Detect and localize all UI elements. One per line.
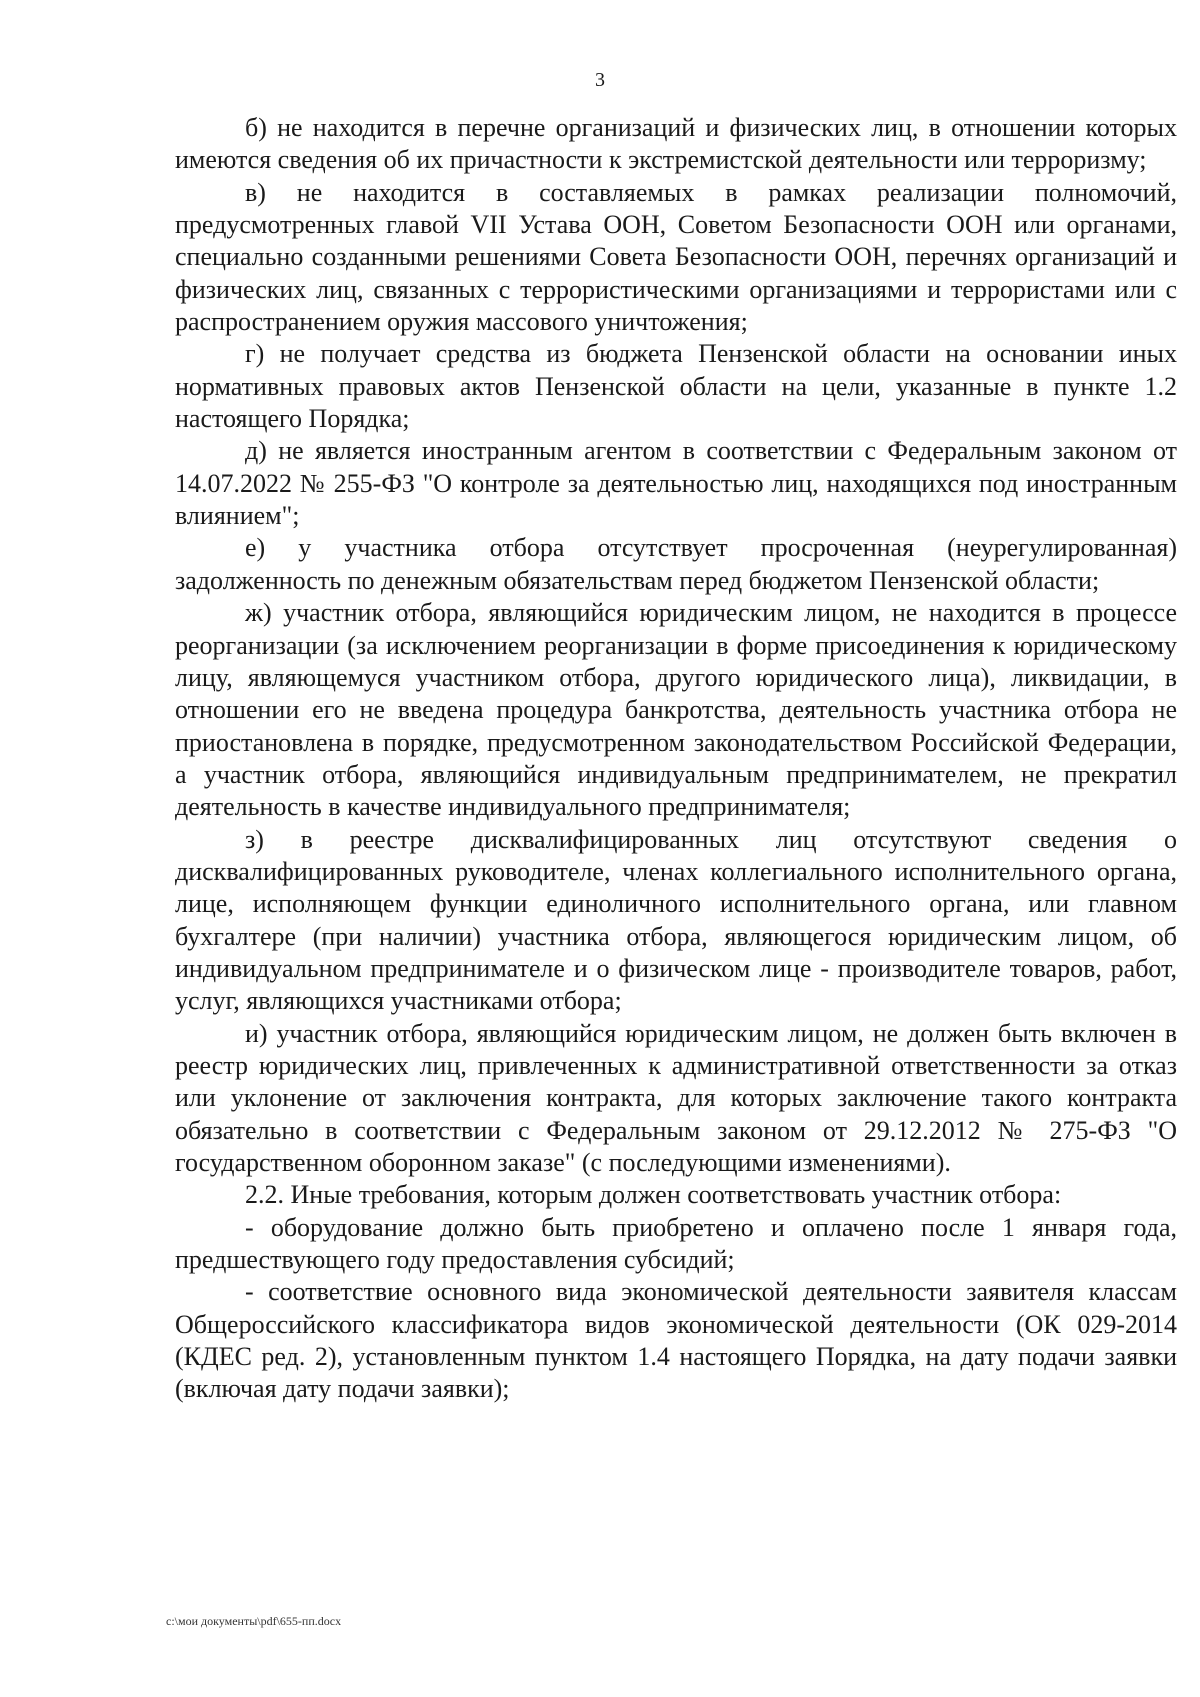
requirement-activity-class: - соответствие основного вида экономической деятельности заявителя классам Общероссийского классификатора видов экономической деятельности (ОК 029-2014 (КДЕС ред. 2), установленным пунктом 1.4 настоящего Порядка, на дату подачи заявки (включая дату подачи заявки); bbox=[175, 1277, 1177, 1404]
paragraph-d: д) не является иностранным агентом в соответствии с Федеральным законом от 14.07.2022 № 255-ФЗ "О контроле за деятельностью лиц, находящихся под иностранным влиянием"; bbox=[175, 436, 1177, 531]
paragraph-z: з) в реестре дисквалифицированных лиц отсутствуют сведения о дисквалифицированных руководителе, членах коллегиального исполнительного органа, лице, исполняющем функции единоличного исполнительного органа, или главном бухгалтере (при наличии) участника отбора, являющегося юридическим лицом, об индивидуальном предпринимателе и о физическом лице - производителе товаров, работ, услуг, являющихся участниками отбора; bbox=[175, 824, 1177, 1016]
paragraph-zh: ж) участник отбора, являющийся юридическим лицом, не находится в процессе реорганизации (за исключением реорганизации в форме присоединения к юридическому лицу, являющемуся участником отбора, другого юридического лица), ликвидации, в отношении его не введена процедура банкротства, деятельность участника отбора не приостановлена в порядке, предусмотренном законодательством Российской Федерации, а участник отбора, являющийся индивидуальным предпринимателем, не прекратил деятельность в качестве индивидуального предпринимателя; bbox=[175, 598, 1177, 822]
page-number: 3 bbox=[595, 69, 605, 91]
paragraph-v: в) не находится в составляемых в рамках реализации полномочий, предусмотренных главой VII Устава ООН, Советом Безопасности ООН или органами, специально созданными решениями Совета Безопасности ООН, перечнях организаций и физических лиц, связанных с террористическими организациями и террористами или с распространением оружия массового уничтожения; bbox=[175, 177, 1177, 337]
requirement-equipment: - оборудование должно быть приобретено и оплачено после 1 января года, предшествующего году предоставления субсидий; bbox=[175, 1212, 1177, 1275]
section-2-2-heading: 2.2. Иные требования, которым должен соответствовать участник отбора: bbox=[245, 1180, 1062, 1210]
paragraph-g: г) не получает средства из бюджета Пензенской области на основании иных нормативных правовых актов Пензенской области на цели, указанные в пункте 1.2 настоящего Порядка; bbox=[175, 339, 1177, 434]
paragraph-e: е) у участника отбора отсутствует просроченная (неурегулированная) задолженность по денежным обязательствам перед бюджетом Пензенской области; bbox=[175, 533, 1177, 595]
document-body bbox=[175, 112, 1177, 1406]
paragraph-i: и) участник отбора, являющийся юридическим лицом, не должен быть включен в реестр юридических лиц, привлеченных к административной ответственности за отказ или уклонение от заключения контракта, для которых заключение такого контракта обязательно в соответствии с Федеральным законом от 29.12.2012 № 275-ФЗ "О государственном оборонном заказе" (с последующими изменениями). bbox=[175, 1018, 1177, 1177]
footer-file-path: c:\мои документы\pdf\655-пп.docx bbox=[166, 1614, 342, 1628]
paragraph-b: б) не находится в перечне организаций и физических лиц, в отношении которых имеются сведения об их причастности к экстремистской деятельности или терроризму; bbox=[175, 113, 1177, 175]
